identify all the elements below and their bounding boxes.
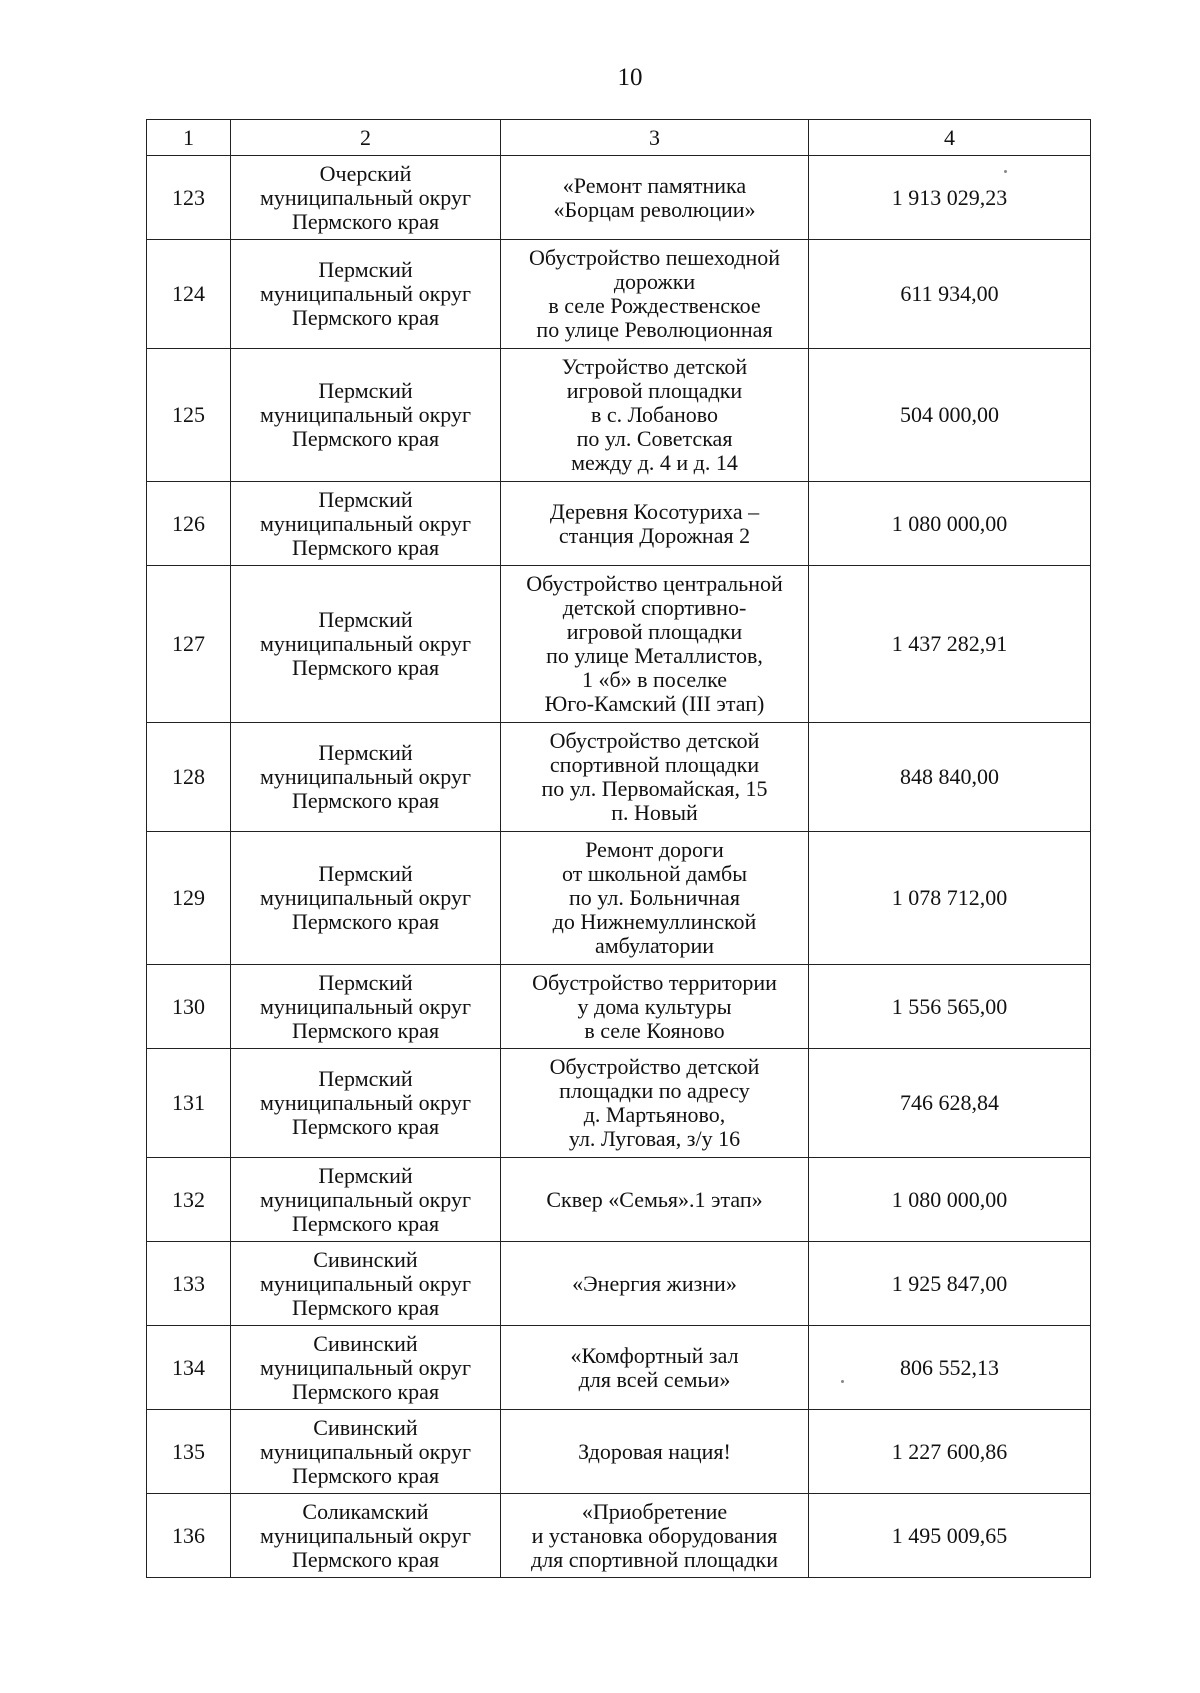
amount-cell <box>809 482 1091 566</box>
table-row <box>147 566 1091 723</box>
row-number-cell <box>147 482 231 566</box>
district-cell <box>231 1242 501 1326</box>
row-number-cell-text: 123 <box>172 184 205 210</box>
row-number-cell <box>147 965 231 1049</box>
district-cell <box>231 482 501 566</box>
row-number-cell-text: 124 <box>172 281 205 306</box>
table-row <box>147 1049 1091 1158</box>
project-cell <box>501 156 809 240</box>
amount-cell <box>809 1494 1091 1578</box>
table-row <box>147 1326 1091 1410</box>
project-cell <box>501 723 809 832</box>
row-number-cell-text: 129 <box>172 885 205 910</box>
district-cell-text: Соликамский муниципальный округ Пермского края <box>259 1498 471 1572</box>
amount-cell-text: 806 552,13 <box>900 1354 999 1380</box>
district-cell <box>231 965 501 1049</box>
row-number-cell-text: 135 <box>172 1438 205 1464</box>
project-cell-text: «Энергия жизни» <box>572 1270 737 1296</box>
table-row <box>147 723 1091 832</box>
amount-cell-text: 1 227 600,86 <box>891 1438 1008 1464</box>
district-cell-text: Пермский муниципальный округ Пермского края <box>259 969 471 1043</box>
amount-cell-text: 848 840,00 <box>900 764 999 789</box>
project-cell-text: Обустройство пешеходной дорожки в селе Рождественское по улице Революционная <box>528 245 780 342</box>
row-number-cell-text: 132 <box>172 1186 205 1212</box>
district-cell <box>231 156 501 240</box>
project-cell-text: Здоровая нация! <box>578 1438 731 1464</box>
row-number-cell <box>147 1326 231 1410</box>
district-cell-text: Пермский муниципальный округ Пермского края <box>259 1066 471 1139</box>
project-cell <box>501 482 809 566</box>
project-cell-text: Обустройство центральной детской спортивно- игровой площадки по улице Металлистов, 1 «б» в поселке Юго-Камский (III этап) <box>526 571 783 716</box>
row-number-cell-text: 134 <box>172 1354 205 1380</box>
row-number-cell <box>147 156 231 240</box>
project-cell <box>501 1049 809 1158</box>
amount-cell-text: 611 934,00 <box>900 281 999 306</box>
amount-cell-text: 1 080 000,00 <box>891 1186 1008 1212</box>
amount-cell-text: 1 556 565,00 <box>891 993 1008 1019</box>
amount-cell-text: 1 925 847,00 <box>891 1270 1008 1296</box>
row-number-cell-text: 133 <box>172 1270 205 1296</box>
project-cell <box>501 1158 809 1242</box>
district-cell <box>231 1494 501 1578</box>
row-number-cell-text: 128 <box>172 764 205 789</box>
table-row <box>147 965 1091 1049</box>
district-cell-text: Сивинский муниципальный округ Пермского края <box>259 1330 471 1404</box>
table-row <box>147 1494 1091 1578</box>
district-cell <box>231 723 501 832</box>
row-number-cell-text: 125 <box>172 402 205 427</box>
district-cell <box>231 566 501 723</box>
row-number-cell <box>147 1049 231 1158</box>
district-cell <box>231 832 501 965</box>
amount-cell <box>809 1410 1091 1494</box>
table-row <box>147 240 1091 349</box>
amount-cell <box>809 1049 1091 1158</box>
scan-speck <box>1004 170 1007 173</box>
district-cell <box>231 1049 501 1158</box>
page-number: 10 <box>617 64 643 91</box>
district-cell-text: Пермский муниципальный округ Пермского края <box>259 740 471 813</box>
project-cell <box>501 832 809 965</box>
table-row <box>147 1410 1091 1494</box>
project-cell-text: «Приобретение и установка оборудования для спортивной площадки <box>531 1498 778 1572</box>
row-number-cell-text: 126 <box>172 510 205 536</box>
amount-cell <box>809 1242 1091 1326</box>
scan-speck <box>841 1380 844 1383</box>
district-cell <box>231 349 501 482</box>
project-cell <box>501 1410 809 1494</box>
table-header-row <box>147 120 1091 156</box>
header-cell-1: 1 <box>147 120 231 156</box>
district-cell-text: Пермский муниципальный округ Пермского края <box>259 257 471 330</box>
district-cell-text: Пермский муниципальный округ Пермского края <box>259 486 471 560</box>
table-row <box>147 156 1091 240</box>
row-number-cell-text: 127 <box>172 631 205 656</box>
header-cell-2: 2 <box>231 120 501 156</box>
project-cell-text: Сквер «Семья».1 этап» <box>546 1186 763 1212</box>
project-cell-text: «Комфортный зал для всей семьи» <box>570 1342 739 1392</box>
district-cell-text: Сивинский муниципальный округ Пермского края <box>259 1414 471 1488</box>
row-number-cell-text: 136 <box>172 1522 205 1548</box>
district-cell-text: Пермский муниципальный округ Пермского края <box>259 607 471 680</box>
district-cell-text: Пермский муниципальный округ Пермского края <box>259 1162 471 1236</box>
project-cell <box>501 240 809 349</box>
project-cell-text: Обустройство территории у дома культуры в селе Кояново <box>532 969 777 1043</box>
row-number-cell <box>147 349 231 482</box>
row-number-cell-text: 130 <box>172 993 205 1019</box>
row-number-cell <box>147 240 231 349</box>
project-cell <box>501 965 809 1049</box>
table-row <box>147 482 1091 566</box>
district-cell <box>231 1158 501 1242</box>
amount-cell <box>809 156 1091 240</box>
row-number-cell <box>147 1494 231 1578</box>
project-cell-text: Ремонт дороги от школьной дамбы по ул. Больничная до Нижнемуллинской амбулатории <box>552 837 757 958</box>
amount-cell <box>809 1326 1091 1410</box>
project-cell <box>501 1242 809 1326</box>
table-row <box>147 1242 1091 1326</box>
project-cell-text: Обустройство детской площадки по адресу д. Мартьяново, ул. Луговая, з/у 16 <box>549 1054 760 1151</box>
amount-cell <box>809 723 1091 832</box>
table-row <box>147 832 1091 965</box>
project-cell-text: Обустройство детской спортивной площадки по ул. Первомайская, 15 п. Новый <box>541 728 768 825</box>
project-cell <box>501 566 809 723</box>
amount-cell <box>809 832 1091 965</box>
amount-cell <box>809 965 1091 1049</box>
project-cell-text: Устройство детской игровой площадки в с. Лобаново по ул. Советская между д. 4 и д. 14 <box>561 354 748 475</box>
row-number-cell <box>147 832 231 965</box>
amount-cell-text: 1 495 009,65 <box>891 1522 1008 1548</box>
row-number-cell <box>147 1158 231 1242</box>
projects-table <box>146 119 1091 1578</box>
amount-cell-text: 504 000,00 <box>900 402 999 427</box>
project-cell <box>501 1326 809 1410</box>
district-cell-text: Очерский муниципальный округ Пермского края <box>259 160 471 234</box>
amount-cell-text: 746 628,84 <box>900 1090 999 1115</box>
project-cell <box>501 1494 809 1578</box>
district-cell <box>231 240 501 349</box>
project-cell-text: Деревня Косотуриха – станция Дорожная 2 <box>549 498 760 548</box>
row-number-cell <box>147 566 231 723</box>
amount-cell-text: 1 913 029,23 <box>891 184 1008 210</box>
amount-cell-text: 1 080 000,00 <box>891 510 1008 536</box>
row-number-cell <box>147 1410 231 1494</box>
header-cell-4: 4 <box>809 120 1091 156</box>
row-number-cell-text: 131 <box>172 1090 205 1115</box>
amount-cell <box>809 349 1091 482</box>
district-cell-text: Сивинский муниципальный округ Пермского края <box>259 1246 471 1320</box>
amount-cell <box>809 1158 1091 1242</box>
row-number-cell <box>147 723 231 832</box>
project-cell <box>501 349 809 482</box>
amount-cell-text: 1 078 712,00 <box>891 885 1008 910</box>
project-cell-text: «Ремонт памятника «Борцам революции» <box>553 172 756 222</box>
table-row <box>147 1158 1091 1242</box>
table-row <box>147 349 1091 482</box>
header-cell-3: 3 <box>501 120 809 156</box>
district-cell-text: Пермский муниципальный округ Пермского края <box>259 378 471 451</box>
amount-cell <box>809 566 1091 723</box>
district-cell-text: Пермский муниципальный округ Пермского края <box>259 861 471 934</box>
district-cell <box>231 1326 501 1410</box>
amount-cell-text: 1 437 282,91 <box>891 631 1008 656</box>
amount-cell <box>809 240 1091 349</box>
district-cell <box>231 1410 501 1494</box>
row-number-cell <box>147 1242 231 1326</box>
